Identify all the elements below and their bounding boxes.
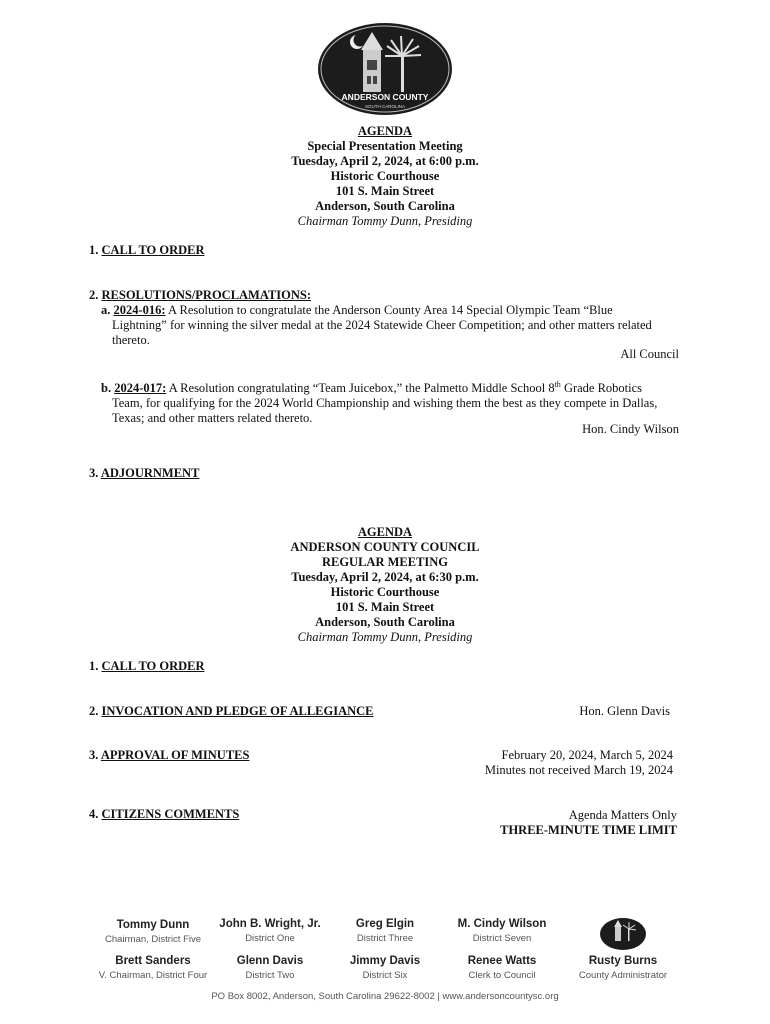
county-seal-icon [599, 917, 647, 951]
meeting-venue: Historic Courthouse [330, 585, 440, 599]
agenda-item-approval-of-minutes: 3. APPROVAL OF MINUTES [89, 748, 250, 762]
signature-cindy-wilson: M. Cindy Wilson District Seven [457, 918, 547, 944]
meeting-venue: Historic Courthouse [330, 169, 440, 183]
resolution-b-presenter: Hon. Cindy Wilson [582, 422, 679, 436]
signature-tommy-dunn: Tommy Dunn Chairman, District Five [104, 919, 202, 945]
agenda-item-adjournment: 3. ADJOURNMENT [89, 466, 200, 480]
council-title: ANDERSON COUNTY COUNCIL [290, 540, 480, 554]
agenda-item-call-to-order: 1. CALL TO ORDER [89, 243, 205, 257]
signature-jimmy-davis: Jimmy Davis District Six [349, 955, 421, 981]
regular-meeting-header [0, 525, 770, 645]
agenda-item-invocation: 2. INVOCATION AND PLEDGE OF ALLEGIANCE [89, 704, 374, 718]
signature-rusty-burns: Rusty Burns County Administrator [578, 955, 668, 981]
resolution-a: a. 2024-016: A Resolution to congratulate the Anderson County Area 14 Special Olympic Team “Blue Lightning” for winning the silver medal at the 2024 Statewide Cheer Competition; and other matters related thereto. [101, 303, 652, 347]
meeting-title: REGULAR MEETING [321, 555, 449, 569]
svg-text:ANDERSON COUNTY: ANDERSON COUNTY [341, 92, 429, 102]
anderson-county-logo [317, 22, 453, 116]
meeting-city: Anderson, South Carolina [315, 199, 455, 213]
signature-glenn-davis: Glenn Davis District Two [236, 955, 304, 981]
resolution-b-id[interactable]: 2024-017: [114, 381, 167, 396]
meeting-presiding: Chairman Tommy Dunn, Presiding [297, 630, 473, 644]
signature-brett-sanders: Brett Sanders V. Chairman, District Four [98, 955, 208, 981]
resolution-b: b. 2024-017: A Resolution congratulating “Team Juicebox,” the Palmetto Middle School 8th Grade Robotics Team, for qualifying for the 2024 World Championship and wishing them the best as they compete in Dallas, Texas; and other matters related thereto. [101, 380, 658, 426]
footer-address: PO Box 8002, Anderson, South Carolina 29622-8002 | www.andersoncountysc.org [211, 991, 559, 1002]
meeting-date: Tuesday, April 2, 2024, at 6:00 p.m. [291, 154, 479, 168]
minutes-notes: February 20, 2024, March 5, 2024 Minutes not received March 19, 2024 [484, 748, 673, 777]
agenda-item-citizens-comments: 4. CITIZENS COMMENTS [89, 807, 240, 821]
meeting-date: Tuesday, April 2, 2024, at 6:30 p.m. [291, 570, 479, 584]
special-meeting-header [0, 124, 770, 229]
svg-text:SOUTH CAROLINA: SOUTH CAROLINA [364, 104, 406, 109]
meeting-presiding: Chairman Tommy Dunn, Presiding [297, 214, 473, 228]
agenda-heading: AGENDA [357, 124, 413, 138]
signature-renee-watts: Renee Watts Clerk to Council [467, 955, 537, 981]
resolution-a-presenter: All Council [620, 347, 679, 361]
meeting-city: Anderson, South Carolina [315, 615, 455, 629]
signature-john-wright: John B. Wright, Jr. District One [219, 918, 321, 944]
meeting-title: Special Presentation Meeting [307, 139, 463, 153]
agenda-item-call-to-order: 1. CALL TO ORDER [89, 659, 205, 673]
agenda-item-resolutions: 2. RESOLUTIONS/PROCLAMATIONS: [89, 288, 312, 302]
agenda-heading: AGENDA [357, 525, 413, 539]
meeting-street: 101 S. Main Street [335, 184, 435, 198]
meeting-street: 101 S. Main Street [335, 600, 435, 614]
signature-greg-elgin: Greg Elgin District Three [355, 918, 415, 944]
citizens-notes: Agenda Matters Only THREE-MINUTE TIME LIMIT [500, 808, 677, 837]
invocation-presenter: Hon. Glenn Davis [579, 704, 670, 718]
resolution-a-id[interactable]: 2024-016: [113, 303, 166, 317]
